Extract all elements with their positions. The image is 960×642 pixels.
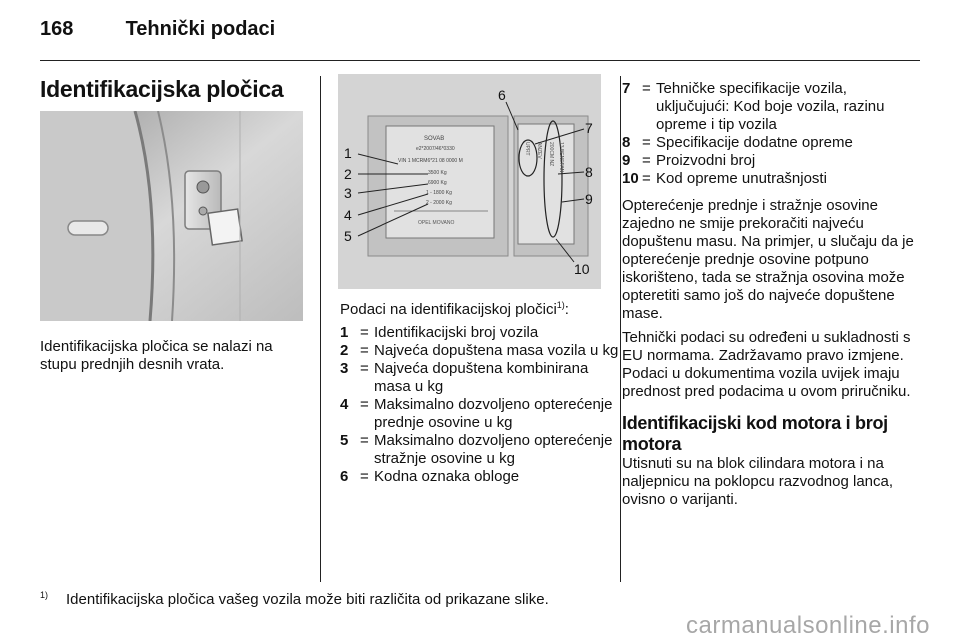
legend-equals: =: [642, 80, 651, 97]
plate-line: 1 - 1800 Kg: [426, 190, 452, 196]
legend-number: 1: [340, 324, 349, 341]
paragraph-eu-norms: Tehnički podaci su određeni u sukladnosti s EU normama. Zadržavamo pravo izmjene. Podaci u dokumentima vozila uvijek imaju prednost pred podacima u ovom priručniku.: [622, 329, 911, 400]
legend-equals: =: [642, 152, 651, 169]
paragraph-engine-code: Utisnuti su na blok cilindara motora i na naljepnicu na poklopcu razvodnog lanca, ovisno o varijanti.: [622, 455, 894, 508]
door-pillar-illustration: [40, 111, 303, 321]
legend-intro: [340, 296, 605, 319]
legend-item: [622, 152, 902, 170]
legend-description: Proizvodni broj: [656, 152, 756, 169]
legend-equals: =: [360, 324, 369, 341]
legend-description: Maksimalno dozvoljeno opterećenje prednje osovine u kg: [374, 396, 613, 431]
footnote-ref: 1): [556, 300, 565, 310]
legend-number: 9: [622, 152, 631, 169]
plate-vertical-text: 200CM NZ: [548, 142, 554, 167]
plate-line: VIN 1 MCRM6*21 08 0000 M: [398, 158, 463, 164]
paragraph-axle-load: Opterećenje prednje i stražnje osovine zajedno ne smije prekoračiti najveću dopuštenu masu. Na primjer, u slučaju da je opterećenje prednje osovine potpuno iskorišteno, tada se stražnja osovina može opteretiti samo još do najveće dopuštene mase.: [622, 197, 914, 322]
callout-10: 10: [574, 261, 590, 277]
footnote: [40, 590, 549, 608]
legend-number: 5: [340, 432, 349, 449]
right-column: [622, 197, 914, 515]
column-divider-2: [620, 76, 621, 582]
legend-description: Kodna oznaka obloge: [374, 468, 520, 485]
callout-3: 3: [344, 185, 352, 201]
legend-item: [622, 134, 902, 152]
legend-item: [340, 342, 620, 360]
plate-line: 3500 Kg: [428, 170, 447, 176]
callout-4: 4: [344, 207, 352, 223]
legend-number: 8: [622, 134, 631, 151]
legend-description: Najveća dopuštena masa vozila u kg: [374, 342, 619, 359]
legend-number: 6: [340, 468, 349, 485]
photo-caption: Identifikacijska pločica se nalazi na stupu prednjih desnih vrata.: [40, 338, 273, 373]
legend-item: [340, 360, 620, 396]
page-number: 168: [40, 18, 74, 40]
section-title: Tehnički podaci: [125, 18, 276, 40]
callout-8: 8: [585, 164, 593, 180]
legend-equals: =: [642, 170, 651, 187]
callout-6: 6: [498, 87, 506, 103]
callout-5: 5: [344, 228, 352, 244]
legend-equals: =: [360, 342, 369, 359]
legend-description: Tehničke specifikacije vozila, uključujući: Kod boje vozila, razinu opreme i tip vozila: [656, 80, 885, 133]
legend-equals: =: [642, 134, 651, 151]
page-header: [40, 18, 275, 41]
engine-code-heading: Identifikacijski kod motora i broj motora: [622, 413, 888, 454]
header-rule: [40, 60, 920, 61]
column-divider-1: [320, 76, 321, 582]
legend-number: 4: [340, 396, 349, 413]
legend-list-2: [622, 80, 902, 188]
plate-line: OPEL MOVANO: [418, 220, 455, 226]
plate-line: 2 - 2000 Kg: [426, 200, 452, 206]
callout-9: 9: [585, 191, 593, 207]
legend-item: [340, 432, 620, 468]
legend-intro-text: Podaci na identifikacijskoj pločici: [340, 301, 557, 318]
plate-line: e2*2007/46*0330: [416, 146, 455, 152]
footnote-text: Identifikacijska pločica vašeg vozila može biti različita od prikazane slike.: [66, 591, 549, 608]
legend-list-1: [340, 324, 620, 486]
door-pillar-photo: [40, 111, 303, 321]
legend-number: 2: [340, 342, 349, 359]
legend-equals: =: [360, 360, 369, 377]
watermark: carmanualsonline.info: [686, 612, 930, 639]
legend-item: [622, 170, 902, 188]
legend-description: Maksimalno dozvoljeno opterećenje stražnje osovine u kg: [374, 432, 613, 467]
legend-number: 3: [340, 360, 349, 377]
plate-line: 6900 Kg: [428, 180, 447, 186]
callout-2: 2: [344, 166, 352, 182]
plate-line: SOVAB: [424, 136, 445, 142]
legend-item: [622, 80, 902, 134]
legend-description: Kod opreme unutrašnjosti: [656, 170, 827, 187]
plate-vertical-text: ANZEV: [536, 142, 542, 159]
id-plate-diagram: [338, 74, 601, 289]
page-title: Identifikacijska pločica: [40, 76, 284, 102]
legend-description: Identifikacijski broj vozila: [374, 324, 539, 341]
legend-number: 7: [622, 80, 631, 97]
footnote-marker: 1): [40, 590, 49, 600]
legend-equals: =: [360, 432, 369, 449]
legend-item: [340, 396, 620, 432]
plate-vertical-text: 13 BENEFAN: [558, 142, 564, 173]
callout-1: 1: [344, 145, 352, 161]
plate-vertical-text: UPRT: [524, 142, 530, 156]
legend-description: Specifikacije dodatne opreme: [656, 134, 853, 151]
legend-item: [340, 324, 620, 342]
legend-item: [340, 468, 620, 486]
legend-number: 10: [622, 170, 639, 187]
legend-description: Najveća dopuštena kombinirana masa u kg: [374, 360, 589, 395]
legend-intro-colon: :: [564, 301, 569, 318]
legend-equals: =: [360, 396, 369, 413]
callout-7: 7: [585, 120, 593, 136]
legend-equals: =: [360, 468, 369, 485]
